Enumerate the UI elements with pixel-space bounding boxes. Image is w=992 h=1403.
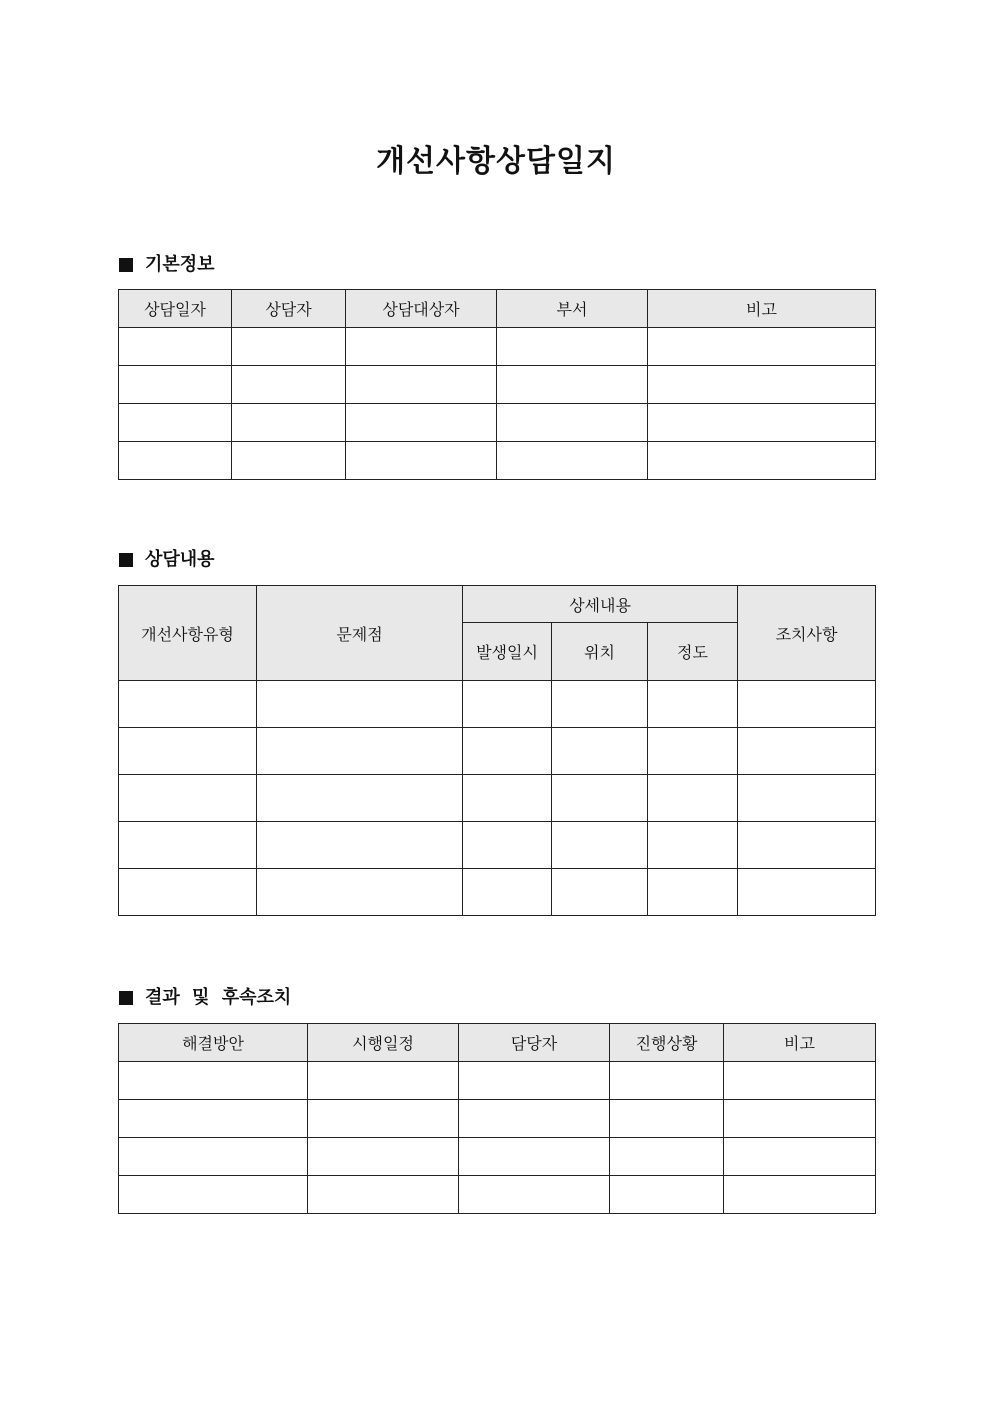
table-row — [119, 1138, 876, 1176]
table-cell — [463, 869, 552, 916]
table-cell — [232, 328, 346, 366]
table-row — [119, 442, 876, 480]
table-cell — [119, 1138, 308, 1176]
consultation-table — [118, 585, 876, 916]
table-cell — [738, 728, 876, 775]
document-title: 개선사항상담일지 — [376, 144, 616, 179]
section-heading-consultation — [119, 549, 215, 571]
table-row — [119, 728, 876, 775]
table-row — [119, 1176, 876, 1214]
table-cell — [119, 1062, 308, 1100]
basic-info-table — [118, 289, 876, 480]
table-row — [119, 328, 876, 366]
column-header: 조치사항 — [738, 586, 876, 681]
square-bullet-icon — [119, 553, 133, 567]
column-header: 문제점 — [257, 586, 463, 681]
table-cell — [346, 404, 497, 442]
table-row — [119, 681, 876, 728]
table-cell — [648, 869, 738, 916]
section-heading-label: 상담내용 — [145, 549, 215, 570]
table-cell — [648, 681, 738, 728]
table-cell — [463, 728, 552, 775]
table-cell — [610, 1138, 724, 1176]
column-header: 상담자 — [232, 290, 346, 328]
table-header-row — [119, 290, 876, 328]
results-table — [118, 1023, 876, 1214]
square-bullet-icon — [119, 258, 133, 272]
table-cell — [610, 1062, 724, 1100]
table-cell — [738, 681, 876, 728]
table-cell — [738, 869, 876, 916]
table-cell — [119, 366, 232, 404]
table-cell — [497, 366, 648, 404]
square-bullet-icon — [119, 991, 133, 1005]
table-cell — [459, 1100, 610, 1138]
table-row — [119, 869, 876, 916]
table-header-row — [119, 1024, 876, 1062]
table-cell — [463, 681, 552, 728]
table-cell — [648, 775, 738, 822]
table-cell — [610, 1176, 724, 1214]
table-cell — [257, 728, 463, 775]
table-row — [119, 404, 876, 442]
table-cell — [648, 442, 876, 480]
table-cell — [308, 1100, 459, 1138]
column-header: 시행일정 — [308, 1024, 459, 1062]
table-cell — [119, 681, 257, 728]
table-row — [119, 1100, 876, 1138]
table-cell — [459, 1176, 610, 1214]
table-cell — [648, 822, 738, 869]
table-cell — [724, 1176, 876, 1214]
table-row — [119, 1062, 876, 1100]
table-cell — [257, 822, 463, 869]
table-cell — [346, 442, 497, 480]
table-cell — [552, 822, 648, 869]
table-header-row — [119, 586, 876, 623]
table-cell — [308, 1062, 459, 1100]
table-cell — [119, 442, 232, 480]
table-cell — [232, 366, 346, 404]
table-cell — [346, 366, 497, 404]
table-cell — [119, 328, 232, 366]
column-header: 해결방안 — [119, 1024, 308, 1062]
column-header: 위치 — [552, 623, 648, 681]
table-cell — [119, 775, 257, 822]
column-header: 비고 — [648, 290, 876, 328]
table-cell — [257, 775, 463, 822]
table-cell — [610, 1100, 724, 1138]
table-cell — [232, 404, 346, 442]
table-cell — [119, 822, 257, 869]
section-heading-label: 기본정보 — [145, 254, 215, 275]
table-cell — [119, 404, 232, 442]
column-header: 상담일자 — [119, 290, 232, 328]
table-cell — [232, 442, 346, 480]
table-cell — [119, 1100, 308, 1138]
table-cell — [648, 328, 876, 366]
table-cell — [257, 681, 463, 728]
table-cell — [724, 1138, 876, 1176]
column-header: 상담대상자 — [346, 290, 497, 328]
table-cell — [497, 442, 648, 480]
table-cell — [308, 1138, 459, 1176]
column-group-header: 상세내용 — [463, 586, 738, 623]
column-header: 진행상황 — [610, 1024, 724, 1062]
table-cell — [648, 728, 738, 775]
table-cell — [738, 775, 876, 822]
table-row — [119, 822, 876, 869]
column-header: 발생일시 — [463, 623, 552, 681]
table-cell — [463, 822, 552, 869]
section-heading-results — [119, 987, 291, 1009]
table-cell — [119, 728, 257, 775]
column-header: 정도 — [648, 623, 738, 681]
section-heading-label: 결과 및 후속조치 — [145, 987, 292, 1008]
table-cell — [463, 775, 552, 822]
table-cell — [459, 1062, 610, 1100]
table-cell — [552, 869, 648, 916]
table-cell — [497, 328, 648, 366]
table-cell — [724, 1062, 876, 1100]
table-cell — [648, 366, 876, 404]
table-cell — [497, 404, 648, 442]
column-header: 담당자 — [459, 1024, 610, 1062]
table-row — [119, 366, 876, 404]
table-cell — [119, 869, 257, 916]
column-header: 개선사항유형 — [119, 586, 257, 681]
table-cell — [552, 728, 648, 775]
table-cell — [724, 1100, 876, 1138]
table-cell — [738, 822, 876, 869]
table-cell — [308, 1176, 459, 1214]
table-cell — [257, 869, 463, 916]
table-cell — [459, 1138, 610, 1176]
table-cell — [119, 1176, 308, 1214]
table-cell — [552, 775, 648, 822]
table-cell — [346, 328, 497, 366]
section-heading-basic-info — [119, 254, 215, 276]
column-header: 부서 — [497, 290, 648, 328]
table-cell — [648, 404, 876, 442]
table-row — [119, 775, 876, 822]
column-header: 비고 — [724, 1024, 876, 1062]
table-cell — [552, 681, 648, 728]
